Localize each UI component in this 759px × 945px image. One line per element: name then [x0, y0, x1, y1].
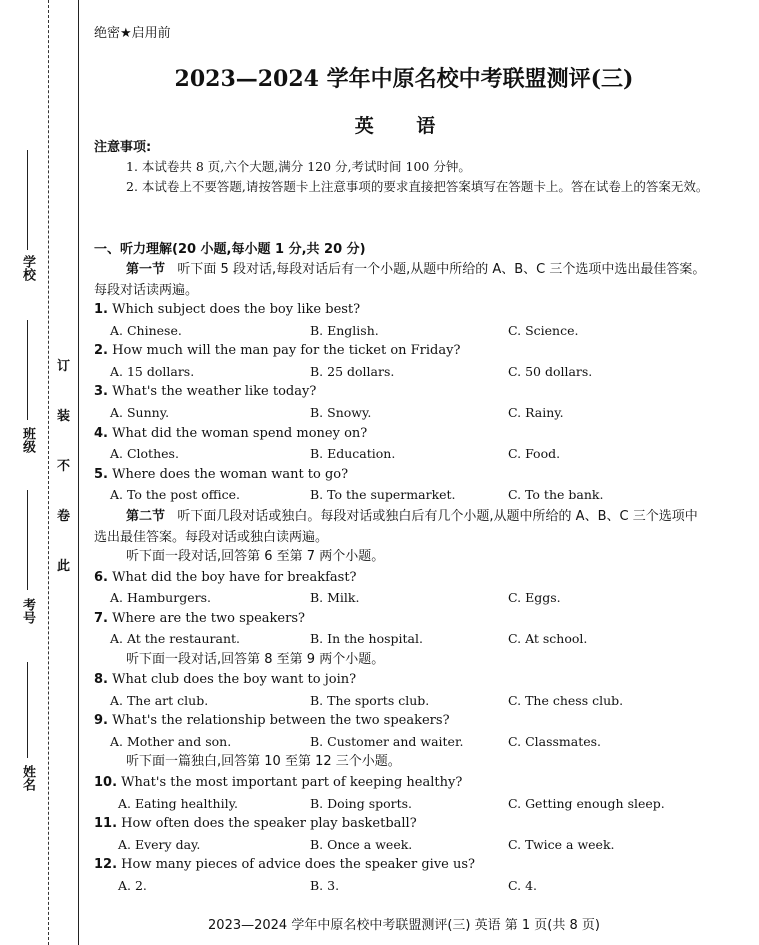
- exam-no-blank: [27, 490, 28, 590]
- option-c: C. Twice a week.: [508, 837, 615, 852]
- section2-text: 听下面几段对话或独白。每段对话或独白后有几个小题,从题中所给的 A、B、C 三个选项中选出最佳答案。每段对话或独白读两遍。: [94, 509, 698, 545]
- question: 9. What's the relationship between the two speakers?: [94, 713, 450, 728]
- section1-label: 第一节: [126, 262, 166, 277]
- exam-title: 2023—2024 学年中原名校中考联盟测评(三): [174, 66, 634, 92]
- question: 12. How many pieces of advice does the speaker give us?: [94, 857, 476, 872]
- question: 2. How much will the man pay for the ticket on Friday?: [94, 343, 461, 358]
- option-b: B. To the supermarket.: [310, 487, 456, 502]
- notice-item: 1. 本试卷共 8 页,六个大题,满分 120 分,考试时间 100 分钟。: [126, 159, 471, 174]
- question: 8. What club does the boy want to join?: [94, 672, 357, 687]
- seal-char: 订: [57, 359, 71, 374]
- option-a: A. At the restaurant.: [110, 631, 241, 646]
- option-a: A. The art club.: [110, 693, 209, 708]
- page-footer: 2023—2024 学年中原名校中考联盟测评(三) 英语 第 1 页(共 8 页): [208, 918, 600, 933]
- name-blank: [27, 662, 28, 758]
- sub-instruction: 听下面一段对话,回答第 8 至第 9 两个小题。: [126, 652, 385, 667]
- option-c: C. Rainy.: [508, 405, 564, 420]
- option-a: A. Clothes.: [110, 446, 179, 461]
- option-b: B. Education.: [310, 446, 396, 461]
- question: 5. Where does the woman want to go?: [94, 467, 349, 482]
- exam-no-label: 考号: [20, 598, 35, 624]
- option-a: A. Sunny.: [110, 405, 170, 420]
- option-c: C. The chess club.: [508, 693, 624, 708]
- option-a: A. Every day.: [118, 837, 201, 852]
- option-b: B. Once a week.: [310, 837, 413, 852]
- binding-fold-line: [48, 0, 49, 945]
- sub-instruction: 听下面一篇独白,回答第 10 至第 12 三个小题。: [126, 754, 401, 769]
- seal-char: 卷: [57, 509, 71, 524]
- school-blank: [27, 150, 28, 250]
- section1-instructions: [94, 259, 710, 301]
- option-c: C. Science.: [508, 323, 579, 338]
- option-b: B. 25 dollars.: [310, 364, 395, 379]
- option-c: C. 50 dollars.: [508, 364, 593, 379]
- option-c: C. At school.: [508, 631, 588, 646]
- option-b: B. Customer and waiter.: [310, 734, 464, 749]
- subject-title: 英 语: [354, 115, 454, 137]
- option-b: B. Snowy.: [310, 405, 372, 420]
- option-b: B. Doing sports.: [310, 796, 413, 811]
- school-label: 学校: [20, 255, 35, 281]
- option-c: C. 4.: [508, 878, 537, 893]
- part1-heading: 一、听力理解(20 小题,每小题 1 分,共 20 分): [94, 242, 366, 257]
- section1-text: 听下面 5 段对话,每段对话后有一个小题,从题中所给的 A、B、C 三个选项中选出最佳答案。每段对话读两遍。: [94, 262, 706, 298]
- option-a: A. Chinese.: [110, 323, 182, 338]
- question: 4. What did the woman spend money on?: [94, 426, 368, 441]
- question: 3. What's the weather like today?: [94, 384, 317, 399]
- seal-char: 不: [57, 459, 71, 474]
- name-label: 姓名: [20, 765, 35, 791]
- option-b: B. The sports club.: [310, 693, 430, 708]
- option-b: B. In the hospital.: [310, 631, 423, 646]
- secret-mark: 绝密★启用前: [94, 26, 171, 41]
- question: 11. How often does the speaker play basketball?: [94, 816, 417, 831]
- notice-item: 2. 本试卷上不要答题,请按答题卡上注意事项的要求直接把答案填写在答题卡上。答在试卷上的答案无效。: [126, 179, 709, 194]
- option-c: C. Eggs.: [508, 590, 561, 605]
- question: 10. What's the most important part of keeping healthy?: [94, 775, 463, 790]
- section2-instructions: [94, 506, 710, 548]
- seal-char: 此: [57, 559, 71, 574]
- class-blank: [27, 320, 28, 420]
- option-a: A. Mother and son.: [110, 734, 232, 749]
- class-label: 班级: [20, 427, 35, 453]
- section2-label: 第二节: [126, 509, 166, 524]
- question: 1. Which subject does the boy like best?: [94, 302, 361, 317]
- question: 7. Where are the two speakers?: [94, 611, 305, 626]
- option-c: C. Food.: [508, 446, 561, 461]
- seal-char: 装: [57, 409, 71, 424]
- sub-instruction: 听下面一段对话,回答第 6 至第 7 两个小题。: [126, 549, 385, 564]
- option-b: B. English.: [310, 323, 379, 338]
- option-a: A. 2.: [118, 878, 147, 893]
- binding-cut-line: [78, 0, 79, 945]
- option-a: A. Hamburgers.: [110, 590, 211, 605]
- notice-heading: 注意事项:: [94, 140, 152, 155]
- question: 6. What did the boy have for breakfast?: [94, 570, 357, 585]
- option-a: A. 15 dollars.: [110, 364, 195, 379]
- option-c: C. Classmates.: [508, 734, 602, 749]
- option-c: C. To the bank.: [508, 487, 604, 502]
- option-a: A. To the post office.: [110, 487, 240, 502]
- option-b: B. Milk.: [310, 590, 360, 605]
- option-a: A. Eating healthily.: [118, 796, 238, 811]
- option-c: C. Getting enough sleep.: [508, 796, 665, 811]
- option-b: B. 3.: [310, 878, 340, 893]
